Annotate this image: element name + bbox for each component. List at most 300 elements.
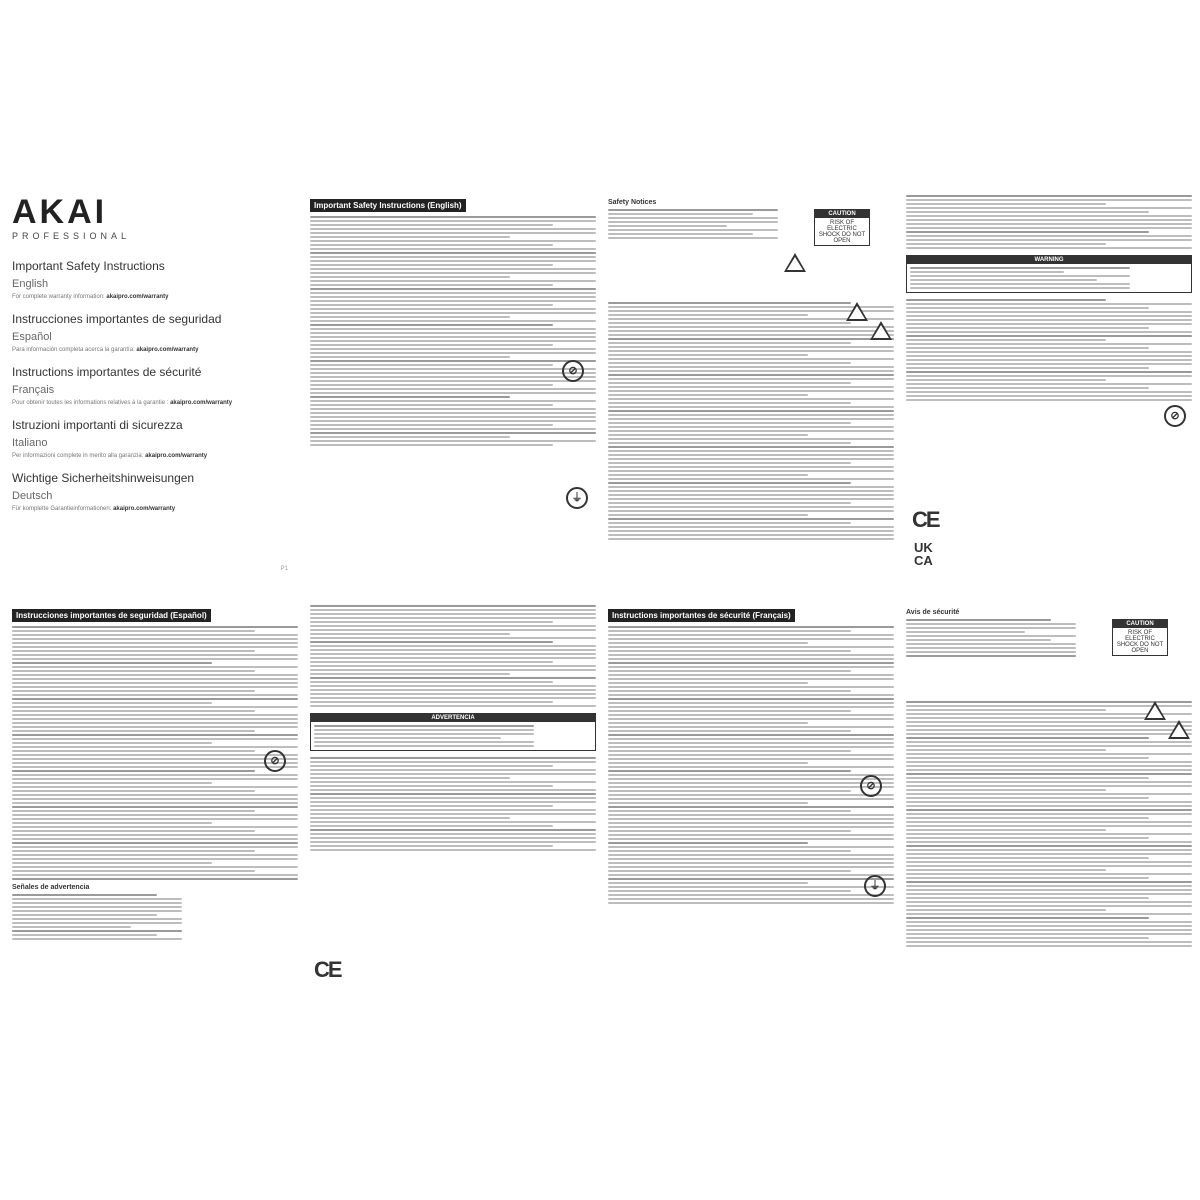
- text-line: [906, 339, 1106, 341]
- text-line: [12, 846, 298, 848]
- text-line: [310, 388, 596, 390]
- caution-label: [814, 209, 870, 246]
- text-line: [906, 773, 1192, 775]
- text-line: [608, 654, 894, 656]
- caution-text: RISK OF ELECTRIC SHOCK DO NOT OPEN: [1116, 630, 1164, 654]
- text-line: [12, 738, 298, 740]
- text-line: [310, 340, 596, 342]
- text-line: [310, 432, 596, 434]
- text-line: [608, 794, 894, 796]
- text-line: [906, 837, 1149, 839]
- text-line: [12, 698, 298, 700]
- text-line: [608, 514, 808, 516]
- ground-icon: ⏚: [566, 487, 588, 509]
- text-line: [910, 267, 1130, 269]
- text-line: [608, 742, 894, 744]
- text-line: [608, 818, 894, 820]
- text-line: [310, 765, 553, 767]
- text-line: [310, 801, 596, 803]
- text-line: [310, 813, 596, 815]
- text-line: [12, 862, 212, 864]
- text-line: [906, 881, 1192, 883]
- text-line: [608, 209, 778, 211]
- text-line: [310, 629, 596, 631]
- text-line: [608, 714, 894, 716]
- spanish-instructions-panel: [12, 605, 298, 1005]
- caution-text: RISK OF ELECTRIC SHOCK DO NOT OPEN: [818, 220, 866, 244]
- text-line: [310, 669, 596, 671]
- warranty-text: For complete warranty information:: [12, 294, 105, 300]
- text-line: [906, 399, 1192, 401]
- text-line: [310, 228, 596, 230]
- text-line: [906, 639, 1051, 641]
- text-line: [608, 678, 894, 680]
- text-line: [608, 498, 894, 500]
- text-line: [608, 634, 894, 636]
- text-line: [608, 358, 894, 360]
- text-line: [12, 650, 255, 652]
- warranty-link[interactable]: akaipro.com/warranty: [136, 347, 199, 353]
- warning-table-title: WARNING: [907, 256, 1191, 264]
- text-line: [310, 613, 596, 615]
- text-line: [906, 845, 1192, 847]
- text-line: [310, 657, 596, 659]
- text-line: [310, 412, 596, 414]
- text-line: [12, 718, 298, 720]
- text-line: [310, 316, 510, 318]
- lang-name: Français: [12, 384, 55, 396]
- text-line: [12, 630, 255, 632]
- lang-name: Español: [12, 331, 52, 343]
- text-line: [310, 797, 596, 799]
- text-line: [310, 304, 553, 306]
- text-line: [310, 344, 553, 346]
- text-line: [906, 849, 1192, 851]
- spanish-continued-panel: [310, 605, 596, 1005]
- text-line: [314, 733, 534, 735]
- text-line: [310, 264, 553, 266]
- text-line: [608, 225, 727, 227]
- text-line: [310, 837, 596, 839]
- text-line: [12, 790, 255, 792]
- text-line: [906, 231, 1149, 233]
- warranty-link[interactable]: akaipro.com/warranty: [145, 453, 208, 459]
- text-line: [608, 886, 894, 888]
- text-line: [906, 741, 1192, 743]
- ground-icon: ⏚: [864, 875, 886, 897]
- text-line: [906, 215, 1192, 217]
- text-line: [906, 933, 1192, 935]
- text-line: [608, 646, 894, 648]
- text-line: [910, 271, 1064, 273]
- text-line: [12, 634, 298, 636]
- text-line: [12, 870, 255, 872]
- text-line: [906, 781, 1192, 783]
- text-line: [906, 797, 1149, 799]
- text-line: [608, 750, 851, 752]
- text-line: [906, 925, 1192, 927]
- text-line: [12, 854, 298, 856]
- text-line: [314, 741, 534, 743]
- text-line: [608, 778, 894, 780]
- text-line: [12, 838, 298, 840]
- text-line: [12, 762, 298, 764]
- text-line: [12, 798, 298, 800]
- no-cart-icon: ⊘: [264, 750, 286, 772]
- english-instructions-panel: [310, 195, 596, 580]
- text-line: [906, 793, 1192, 795]
- text-line: [310, 260, 596, 262]
- text-line: [608, 626, 894, 628]
- text-line: [608, 754, 894, 756]
- warranty-text: Per informazioni complete in merito alla garanzia:: [12, 453, 144, 459]
- text-line: [608, 774, 894, 776]
- lang-title: Instrucciones importantes de seguridad: [12, 312, 222, 326]
- no-disposal-icon: ⊘: [1164, 405, 1186, 427]
- text-line: [608, 650, 851, 652]
- text-line: [906, 347, 1149, 349]
- text-line: [310, 328, 596, 330]
- text-line: [906, 327, 1149, 329]
- text-line: [906, 331, 1192, 333]
- text-line: [608, 854, 894, 856]
- text-line: [906, 857, 1149, 859]
- advertencia-table: [310, 713, 596, 751]
- text-line: [608, 482, 851, 484]
- text-line: [906, 861, 1192, 863]
- text-line: [12, 810, 255, 812]
- text-line: [906, 745, 1192, 747]
- text-line: [906, 235, 1192, 237]
- text-line: [608, 394, 808, 396]
- text-line: [12, 858, 298, 860]
- text-line: [12, 910, 182, 912]
- text-line: [906, 387, 1149, 389]
- text-line: [310, 625, 596, 627]
- ukca-mark-icon: [914, 541, 938, 567]
- text-line: [310, 336, 596, 338]
- warning-triangle-icon: [1168, 720, 1190, 739]
- text-line: [608, 770, 851, 772]
- text-line: [310, 609, 596, 611]
- text-line: [314, 737, 501, 739]
- text-line: [608, 486, 894, 488]
- text-line: [12, 926, 131, 928]
- text-line: [310, 292, 596, 294]
- text-line: [310, 396, 510, 398]
- text-line: [608, 346, 894, 348]
- text-line: [608, 534, 894, 536]
- text-line: [310, 821, 596, 823]
- text-line: [12, 778, 298, 780]
- text-line: [608, 217, 778, 219]
- text-line: [314, 729, 534, 731]
- text-line: [910, 287, 1130, 289]
- warning-triangle-icon: [846, 302, 868, 321]
- text-line: [310, 224, 553, 226]
- text-line: [608, 470, 894, 472]
- text-line: [906, 195, 1192, 197]
- cover-panel: [12, 195, 298, 580]
- text-line: [906, 391, 1192, 393]
- text-line: [608, 642, 808, 644]
- lang-name: Deutsch: [12, 490, 53, 502]
- text-line: [310, 220, 596, 222]
- text-line: [608, 882, 808, 884]
- text-line: [12, 774, 298, 776]
- text-line: [310, 653, 596, 655]
- text-line: [608, 662, 894, 664]
- section-header: Instrucciones importantes de seguridad (Español): [12, 609, 211, 622]
- text-line: [12, 766, 298, 768]
- text-line: [906, 869, 1106, 871]
- text-line: [310, 677, 596, 679]
- text-line: [608, 213, 753, 215]
- text-line: [310, 308, 596, 310]
- text-lines: [608, 302, 894, 540]
- text-line: [608, 850, 851, 852]
- text-line: [12, 674, 298, 676]
- text-line: [608, 446, 894, 448]
- text-line: [12, 638, 298, 640]
- text-line: [12, 794, 298, 796]
- lang-title: Instructions importantes de sécurité: [12, 365, 202, 379]
- safety-notices-panel: [608, 195, 894, 580]
- text-line: [608, 862, 894, 864]
- text-line: [310, 368, 596, 370]
- text-line: [310, 785, 553, 787]
- text-line: [608, 438, 894, 440]
- text-line: [906, 785, 1192, 787]
- text-line: [608, 670, 851, 672]
- text-line: [906, 765, 1192, 767]
- text-line: [608, 386, 894, 388]
- text-line: [608, 726, 894, 728]
- text-line: [12, 930, 182, 932]
- ce-mark-icon: CE: [314, 957, 341, 982]
- text-line: [310, 428, 596, 430]
- text-lines: [314, 725, 534, 747]
- text-line: [906, 749, 1106, 751]
- text-line: [12, 626, 298, 628]
- lang-block-es: [12, 312, 298, 353]
- warranty-text: Para información completa acerca la garantía:: [12, 347, 135, 353]
- text-line: [608, 526, 894, 528]
- text-line: [910, 283, 1130, 285]
- text-line: [310, 637, 596, 639]
- text-line: [608, 638, 894, 640]
- lang-block-it: [12, 418, 298, 459]
- text-line: [906, 853, 1192, 855]
- text-line: [608, 434, 808, 436]
- text-line: [608, 834, 894, 836]
- lang-name: English: [12, 278, 49, 290]
- text-line: [12, 818, 298, 820]
- text-line: [608, 734, 894, 736]
- text-line: [310, 280, 596, 282]
- text-line: [310, 701, 553, 703]
- text-line: [608, 694, 894, 696]
- text-lines: [906, 299, 1192, 401]
- text-line: [12, 754, 298, 756]
- text-line: [608, 538, 894, 540]
- text-line: [310, 216, 596, 218]
- text-line: [906, 311, 1192, 313]
- warranty-link[interactable]: akaipro.com/warranty: [106, 294, 169, 300]
- text-line: [12, 646, 298, 648]
- text-line: [906, 813, 1192, 815]
- text-line: [608, 221, 778, 223]
- warranty-link[interactable]: akaipro.com/warranty: [170, 400, 233, 406]
- text-line: [906, 833, 1192, 835]
- text-line: [12, 722, 298, 724]
- text-line: [608, 458, 894, 460]
- text-line: [310, 633, 510, 635]
- text-line: [906, 247, 1192, 249]
- text-line: [906, 913, 1192, 915]
- text-line: [310, 829, 596, 831]
- no-cart-icon: ⊘: [860, 775, 882, 797]
- text-line: [12, 918, 182, 920]
- text-line: [608, 702, 894, 704]
- text-line: [310, 424, 553, 426]
- text-line: [608, 846, 894, 848]
- text-line: [608, 229, 778, 231]
- text-line: [310, 817, 510, 819]
- text-line: [906, 631, 1025, 633]
- text-line: [906, 383, 1192, 385]
- text-line: [310, 352, 596, 354]
- text-line: [12, 658, 298, 660]
- text-line: [906, 945, 1192, 947]
- text-line: [906, 655, 1076, 657]
- text-line: [608, 402, 851, 404]
- text-line: [608, 414, 894, 416]
- text-line: [12, 782, 212, 784]
- text-line: [608, 698, 894, 700]
- text-line: [608, 374, 894, 376]
- text-line: [608, 237, 778, 239]
- text-line: [906, 395, 1192, 397]
- text-line: [12, 678, 298, 680]
- text-line: [608, 530, 894, 532]
- text-line: [12, 822, 212, 824]
- text-line: [608, 390, 894, 392]
- text-line: [310, 288, 596, 290]
- text-line: [608, 342, 851, 344]
- text-line: [310, 312, 596, 314]
- text-line: [310, 809, 596, 811]
- text-line: [12, 750, 255, 752]
- text-line: [12, 902, 182, 904]
- text-line: [906, 303, 1192, 305]
- text-line: [310, 825, 553, 827]
- text-line: [12, 938, 182, 940]
- caution-label: [1112, 619, 1168, 656]
- text-line: [906, 371, 1192, 373]
- text-line: [906, 889, 1192, 891]
- text-lines: [12, 894, 182, 940]
- text-line: [906, 829, 1106, 831]
- text-line: [310, 665, 596, 667]
- text-line: [310, 444, 553, 446]
- text-line: [608, 722, 808, 724]
- text-line: [12, 770, 255, 772]
- text-lines: [608, 209, 778, 239]
- text-line: [906, 343, 1192, 345]
- text-line: [12, 682, 298, 684]
- text-line: [608, 478, 894, 480]
- section-header: Important Safety Instructions (English): [310, 199, 466, 212]
- text-line: [608, 378, 894, 380]
- text-line: [906, 635, 1076, 637]
- text-line: [310, 693, 596, 695]
- text-line: [310, 268, 596, 270]
- text-line: [906, 917, 1149, 919]
- brand-sub: PROFESSIONAL: [12, 231, 131, 241]
- text-line: [906, 877, 1149, 879]
- text-line: [906, 941, 1192, 943]
- text-line: [906, 299, 1106, 301]
- caution-title: CAUTION: [1113, 620, 1167, 628]
- text-line: [310, 400, 596, 402]
- text-line: [906, 729, 1192, 731]
- text-line: [608, 410, 894, 412]
- text-line: [906, 647, 1076, 649]
- text-line: [12, 830, 255, 832]
- text-line: [906, 897, 1149, 899]
- no-cart-icon: ⊘: [562, 360, 584, 382]
- text-line: [608, 674, 894, 676]
- text-line: [906, 619, 1051, 621]
- warranty-link[interactable]: akaipro.com/warranty: [113, 506, 176, 512]
- text-line: [310, 777, 510, 779]
- text-line: [310, 617, 596, 619]
- text-line: [608, 382, 851, 384]
- text-line: [310, 256, 596, 258]
- lang-block-fr: [12, 365, 298, 406]
- text-line: [608, 866, 894, 868]
- text-line: [12, 670, 255, 672]
- text-line: [310, 320, 596, 322]
- text-line: [906, 335, 1192, 337]
- text-line: [12, 734, 298, 736]
- text-line: [608, 350, 894, 352]
- text-line: [310, 244, 553, 246]
- warranty-text: Pour obtenir toutes les informations relatives à la garantie :: [12, 400, 169, 406]
- text-line: [310, 661, 553, 663]
- text-line: [906, 817, 1149, 819]
- text-line: [314, 725, 534, 727]
- text-lines: [906, 195, 1192, 249]
- compliance-panel: [906, 195, 1192, 580]
- text-line: [608, 870, 851, 872]
- text-line: [608, 354, 808, 356]
- page-number: P1: [280, 566, 288, 572]
- text-line: [12, 866, 298, 868]
- text-line: [310, 841, 596, 843]
- text-lines: [910, 267, 1130, 289]
- text-line: [906, 219, 1192, 221]
- text-line: [310, 645, 596, 647]
- text-line: [906, 367, 1149, 369]
- text-line: [12, 726, 298, 728]
- text-line: [608, 746, 894, 748]
- text-line: [12, 906, 182, 908]
- text-line: [310, 705, 596, 707]
- text-line: [608, 322, 851, 324]
- text-line: [906, 651, 1076, 653]
